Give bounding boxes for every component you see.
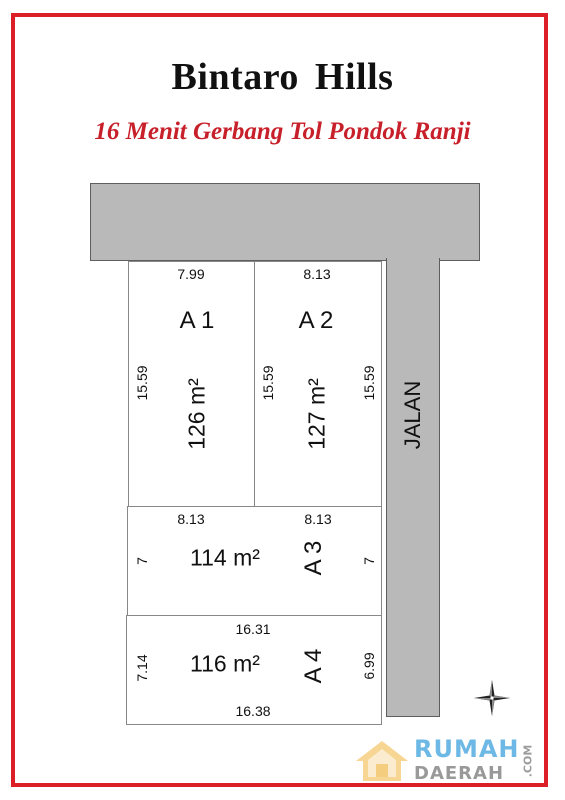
- watermark-text-bottom: DAERAH: [414, 763, 505, 784]
- lot-a1-area: 126 m²: [183, 378, 210, 450]
- house-logo-icon: [354, 739, 410, 783]
- lot-a4-left-side: 7.14: [134, 654, 150, 682]
- lot-a1-top-width: 7.99: [177, 266, 205, 282]
- lot-a2-name: A 2: [298, 307, 334, 334]
- lot-a4-area: 116 m²: [190, 650, 260, 677]
- watermark-logo: [354, 735, 549, 787]
- watermark-text-suffix: .COM: [521, 744, 535, 778]
- lot-a1-left-side: 15.59: [134, 365, 150, 401]
- compass-rose-icon: [472, 678, 512, 718]
- road-label: JALAN: [400, 380, 425, 450]
- lot-a3-top-left-width: 8.13: [177, 511, 205, 527]
- lot-a3-left-side: 7: [134, 557, 150, 565]
- lot-a3-top-right-width: 8.13: [304, 511, 332, 527]
- lot-a2-area: 127 m²: [303, 378, 330, 450]
- page-title: Bintaro Hills: [171, 56, 394, 98]
- lot-a3-name: A 3: [300, 540, 327, 576]
- lot-a4-right-side: 6.99: [361, 652, 377, 680]
- lot-a4-name: A 4: [300, 648, 327, 684]
- page-subtitle: 16 Menit Gerbang Tol Pondok Ranji: [94, 118, 471, 145]
- lot-a4-top-width: 16.31: [235, 621, 271, 637]
- road-vertical: [386, 258, 440, 717]
- lot-a4-bottom-width: 16.38: [235, 703, 271, 719]
- lot-a2-right-side: 15.59: [361, 365, 377, 401]
- road-horizontal: [90, 183, 480, 261]
- lot-a3-right-side: 7: [361, 557, 377, 565]
- lot-a2-left-side: 15.59: [260, 365, 276, 401]
- lot-a1-name: A 1: [179, 307, 215, 334]
- lot-a2-top-width: 8.13: [303, 266, 331, 282]
- watermark-text-top: RUMAH: [414, 735, 520, 763]
- lot-a3-area: 114 m²: [190, 544, 260, 571]
